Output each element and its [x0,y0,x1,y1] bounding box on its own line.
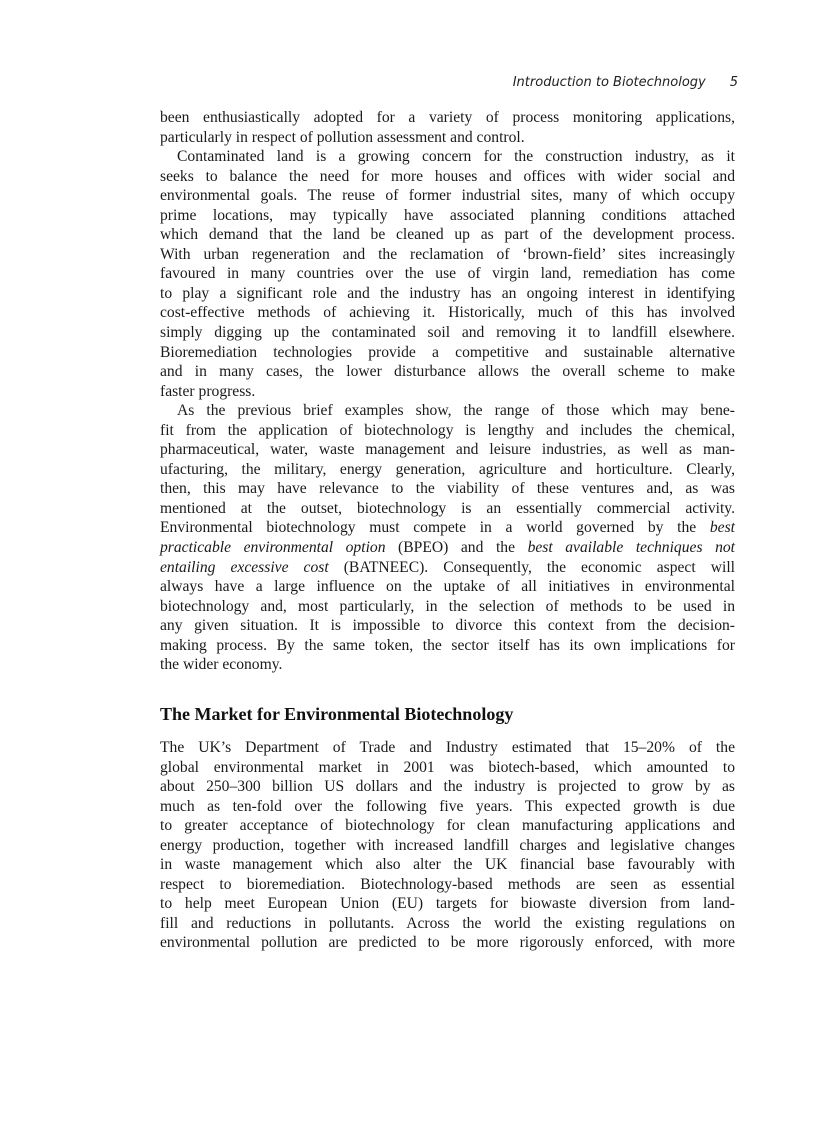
section-heading: The Market for Environmental Biotechnology [160,704,514,724]
text-line: practicable environmental option (BPEO) and the best available techniques not [160,539,736,557]
text-line: environmental goals. The reuse of former industrial sites, many of which occupy [160,187,735,205]
text-line: pharmaceutical, water, waste management and leisure industries, as well as man- [160,441,735,459]
running-title: Introduction to Biotechnology [512,75,706,90]
text-line: respect to bioremediation. Biotechnology-based methods are seen as essential [160,875,735,893]
text-line: always have a large influence on the uptake of all initiatives in environmental [160,578,735,596]
text-line: As the previous brief examples show, the range of those which may bene- [177,402,735,420]
text-line: any given situation. It is impossible to divorce this context from the decision- [160,617,735,635]
text-line: to help meet European Union (EU) targets for biowaste diversion from land- [160,895,735,913]
text-line: entailing excessive cost (BATNEEC). Consequently, the economic aspect will [160,558,735,576]
text-line: which demand that the land be cleaned up as part of the development process. [160,226,735,244]
text-line: and in many cases, the lower disturbance allows the overall scheme to make [160,363,735,381]
text-line: then, this may have relevance to the viability of these ventures and, as was [160,480,735,498]
text-line: energy production, together with increased landfill charges and legislative changes [160,836,735,854]
text-line: fill and reductions in pollutants. Across the world the existing regulations on [160,914,735,932]
text-line: making process. By the same token, the sector itself has its own implications for [160,636,735,654]
text-line: seeks to balance the need for more houses and offices with wider social and [160,167,735,185]
text-line: simply digging up the contaminated soil and removing it to landfill elsewhere. [160,324,735,342]
text-line: biotechnology and, most particularly, in the selection of methods to be used in [160,597,735,615]
text-line: Bioremediation technologies provide a competitive and sustainable alternative [160,343,735,361]
text-line: much as ten-fold over the following five years. This expected growth is due [160,797,735,815]
text-line: environmental pollution are predicted to be more rigorously enforced, with more [160,934,735,952]
text-line: faster progress. [160,382,256,400]
text-line: about 250–300 billion US dollars and the industry is projected to grow by as [160,778,735,796]
text-line: Environmental biotechnology must compete in a world governed by the best [160,519,735,537]
text-line: in waste management which also alter the UK financial base favourably with [160,856,735,874]
running-header [160,75,738,90]
page-number: 5 [729,75,738,90]
text-line: With urban regeneration and the reclamation of ‘brown-field’ sites increasingly [160,245,735,263]
text-line: particularly in respect of pollution assessment and control. [160,128,525,146]
text-line: been enthusiastically adopted for a variety of process monitoring applications, [160,109,735,126]
text-line: ufacturing, the military, energy generation, agriculture and horticulture. Clearly, [160,460,735,478]
text-line: The UK’s Department of Trade and Industry estimated that 15–20% of the [160,739,735,756]
body-text-section-2 [160,738,735,953]
text-line: mentioned at the outset, biotechnology is an essentially commercial activity. [160,499,735,517]
text-line: cost-effective methods of achieving it. Historically, much of this has involved [160,304,735,322]
text-line: prime locations, may typically have associated planning conditions attached [160,206,735,224]
text-line: global environmental market in 2001 was biotech-based, which amounted to [160,758,735,776]
text-line: to greater acceptance of biotechnology for clean manufacturing applications and [160,817,735,835]
text-line: Contaminated land is a growing concern for the construction industry, as it [177,148,735,166]
text-line: the wider economy. [160,656,283,674]
body-text-section-1 [160,108,735,675]
text-line: fit from the application of biotechnology is lengthy and includes the chemical, [160,421,735,439]
text-line: favoured in many countries over the use of virgin land, remediation has come [160,265,735,283]
text-line: to play a significant role and the industry has an ongoing interest in identifying [160,284,735,302]
